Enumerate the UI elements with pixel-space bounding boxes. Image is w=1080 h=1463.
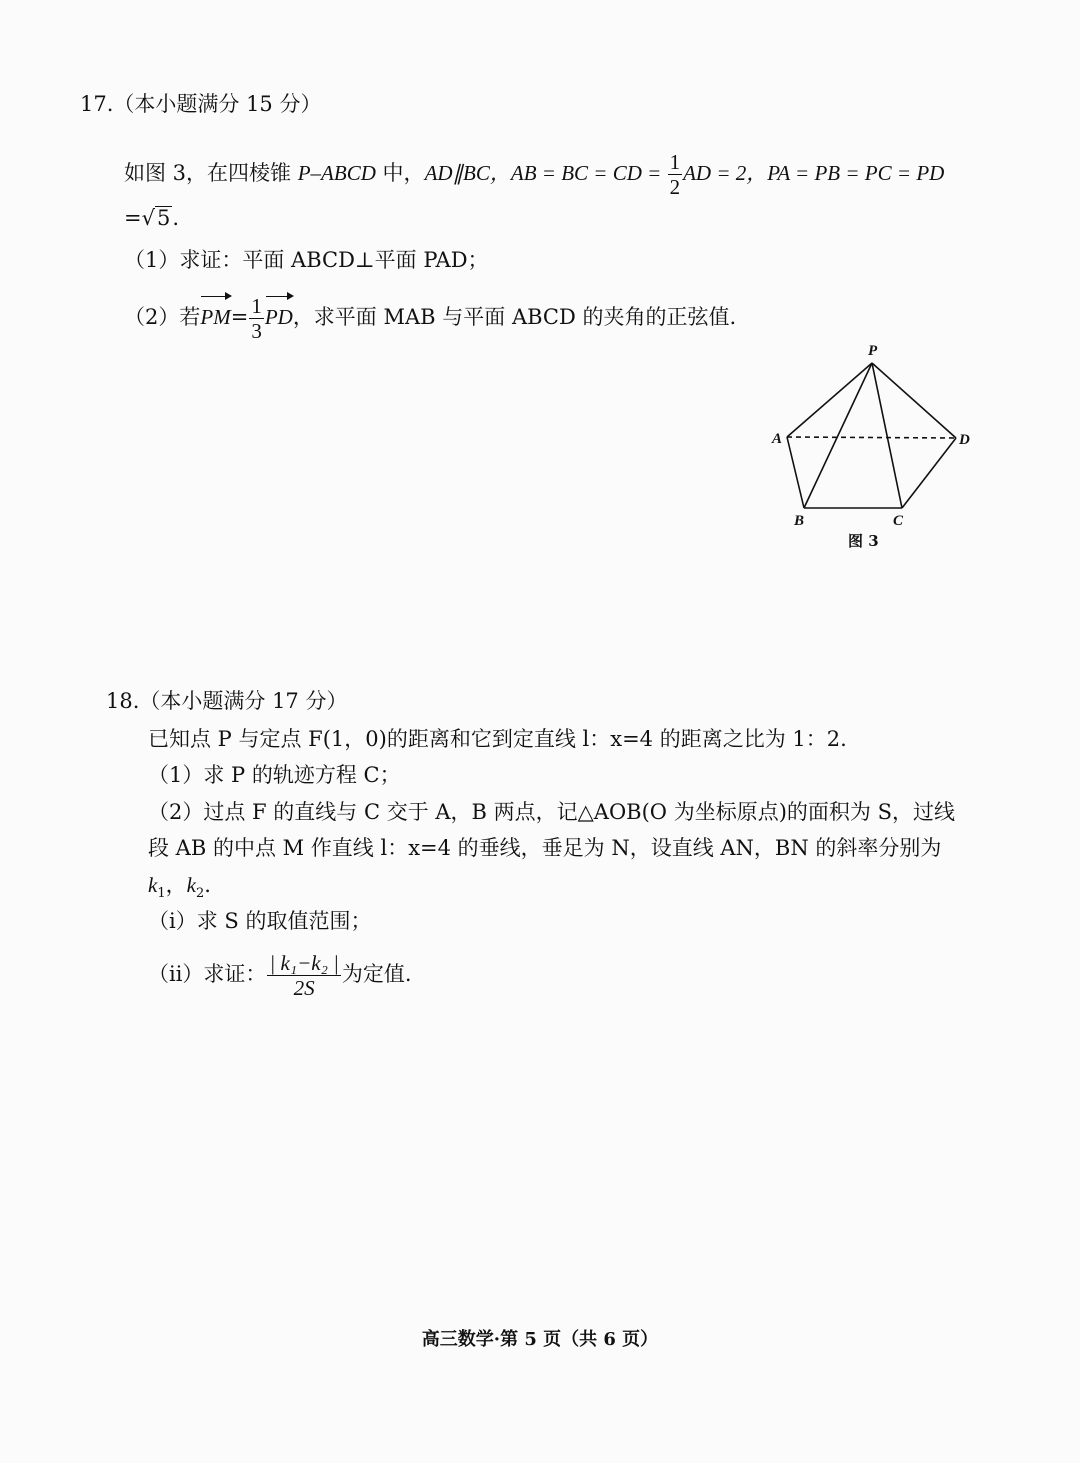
q17-third-den: 3	[251, 319, 262, 343]
q17-part2-prefix: （2）若	[124, 305, 201, 329]
q17-header: 17.（本小题满分 15 分）	[80, 92, 322, 116]
q17-part2-suffix: ，求平面 MAB 与平面 ABCD 的夹角的正弦值.	[292, 305, 737, 329]
q18-sep: ，	[165, 873, 187, 897]
edge-pb	[804, 363, 872, 508]
q17-stem-cond: ，AB = BC = CD =	[489, 161, 667, 185]
label-c: C	[893, 513, 904, 529]
vector-pm: PM	[200, 295, 230, 339]
pyramid-figure	[760, 335, 990, 535]
q17-stem-line1	[124, 150, 944, 199]
q18-slopes	[148, 871, 211, 908]
q17-sqrt-value: 5	[157, 206, 171, 230]
q18-header: 18.（本小题满分 17 分）	[106, 689, 348, 713]
figure-caption: 图 3	[848, 532, 879, 550]
q17-third-fraction	[249, 294, 264, 343]
q17-part1: （1）求证：平面 ABCD⊥平面 PAD；	[124, 248, 489, 272]
q17-part2	[124, 294, 736, 343]
q17-half-fraction	[668, 150, 683, 199]
q17-third-num: 1	[251, 294, 262, 318]
q18-part1: （1）求 P 的轨迹方程 C；	[148, 763, 401, 787]
q17-line2-prefix: =	[124, 206, 142, 230]
q18-k2: k	[186, 873, 196, 897]
q17-stem-mid: 中，	[375, 161, 425, 185]
q17-stem-eq-tail: AD = 2，PA = PB = PC = PD	[683, 161, 945, 185]
edge-pa	[787, 363, 872, 437]
label-d: D	[959, 432, 970, 448]
q17-half-num: 1	[669, 150, 681, 174]
q17-eq: =	[230, 305, 249, 329]
q18-ratio-fraction	[267, 951, 340, 1000]
q18-sub-ii-suffix: 为定值.	[341, 962, 412, 986]
q18-stem: 已知点 P 与定点 F(1，0)的距离和它到定直线 l：x=4 的距离之比为 1：2.	[148, 727, 847, 751]
label-a: A	[772, 431, 783, 447]
q18-frac-num: | k₁−k₂ |	[269, 951, 339, 975]
q18-sub-ii-prefix: （ⅱ）求证：	[148, 962, 267, 986]
vector-pd: PD	[265, 295, 293, 339]
edge-ab	[787, 437, 804, 508]
q18-frac-den: 2S	[293, 976, 315, 1000]
q18-part2-line1: （2）过点 F 的直线与 C 交于 A，B 两点，记△AOB(O 为坐标原点)的面积为 S，过线	[148, 800, 955, 824]
q17-half-den: 2	[669, 175, 681, 199]
q18-k2-sub: 2	[195, 886, 205, 902]
edge-cd	[902, 438, 956, 508]
q18-sub-i: （ⅰ）求 S 的取值范围；	[148, 909, 372, 933]
q18-part2-line2: 段 AB 的中点 M 作直线 l：x=4 的垂线，垂足为 N，设直线 AN，BN 的斜率分别为	[148, 836, 942, 860]
q18-k1: k	[148, 873, 158, 897]
q17-parallel: AD∥BC	[424, 161, 490, 185]
q18-end: .	[204, 873, 211, 897]
label-b: B	[794, 513, 805, 529]
q17-stem-line2: =√5.	[124, 206, 180, 230]
q18-k1-sub: 1	[157, 886, 166, 902]
edge-ad-hidden	[787, 437, 956, 438]
q18-sub-ii	[148, 946, 412, 1002]
label-p: P	[868, 343, 878, 359]
q17-line2-end: .	[172, 206, 180, 230]
page-footer: 高三数学·第 5 页（共 6 页）	[421, 1329, 659, 1350]
q17-stem-prefix: 如图 3，在四棱锥	[124, 161, 298, 185]
q17-pyramid: P–ABCD	[297, 161, 376, 185]
